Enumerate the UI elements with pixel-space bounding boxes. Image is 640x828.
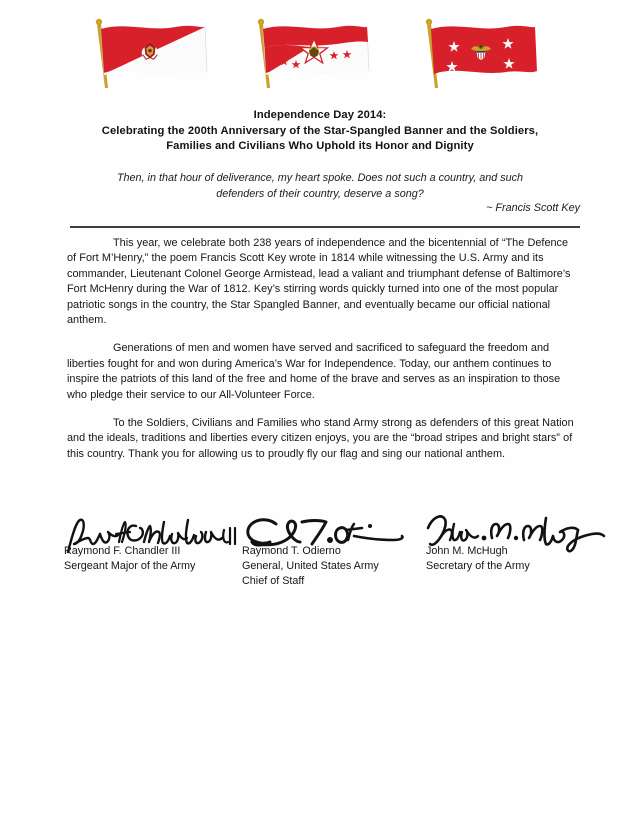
epigraph-quote bbox=[70, 170, 570, 202]
signatory-title-line-2: Chief of Staff bbox=[242, 575, 305, 588]
title-line-1: Independence Day 2014: bbox=[253, 109, 387, 121]
signatory-name: Raymond T. Odierno bbox=[242, 545, 341, 557]
flag-row bbox=[0, 12, 640, 92]
title-line-3: Families and Civilians Who Uphold its Honor and Dignity bbox=[166, 140, 474, 152]
signature-name-group-2 bbox=[242, 544, 379, 590]
body-paragraph-2: Generations of men and women have served and sacrificed to safeguard the freedom and liberties fought for and won during America’s War for Independence. Today, our anthem continues to inspire the patriots of this land of the free and home of the brave and serves as an inspiration to those who pledge their service to our All-Volunteer Force. bbox=[67, 342, 561, 401]
signature-name-group-3 bbox=[426, 544, 530, 574]
letter-body bbox=[67, 236, 579, 475]
page-title bbox=[60, 108, 580, 155]
horizontal-divider bbox=[70, 226, 580, 228]
signatory-title-line-1: Sergeant Major of the Army bbox=[64, 560, 196, 573]
signatory-title-line-1: General, United States Army bbox=[242, 560, 379, 573]
body-paragraph-3: To the Soldiers, Civilians and Families who stand Army strong as defenders of this great Nation and the ideals, traditions and liberties every citizen enjoys, you are the “broad stripes and bright stars” of this country. Thank you for allowing us to proudly fly our flag and sing our national anthem. bbox=[67, 417, 574, 460]
quote-line-1: Then, in that hour of deliverance, my heart spoke. Does not such a country, and such bbox=[116, 172, 524, 184]
secretary-of-the-army-flag-icon bbox=[418, 16, 538, 92]
quote-line-2: defenders of their country, deserve a song? bbox=[216, 188, 424, 200]
signature-block bbox=[58, 512, 598, 608]
chief-of-staff-of-the-army-flag-icon bbox=[250, 16, 370, 92]
signatory-name: John M. McHugh bbox=[426, 545, 508, 557]
body-paragraph-1: This year, we celebrate both 238 years of independence and the bicentennial of “The Defence of Fort M’Henry,” the poem Francis Scott Key wrote in 1814 while witnessing the U.S. Army and its commander, Lieutenant Colonel George Armistead, lead a valiant and triumphant defense of Baltimore’s Fort McHenry during the War of 1812. Key’s stirring words quickly turned into one of the most popular patriotic songs in the country, the Star Spangled Banner, and eventually became our official national anthem. bbox=[67, 237, 571, 327]
signatory-name: Raymond F. Chandler III bbox=[64, 545, 181, 557]
signatory-title-line-1: Secretary of the Army bbox=[426, 560, 530, 573]
quote-attribution: ~ Francis Scott Key bbox=[486, 202, 580, 214]
signature-name-group-1 bbox=[64, 544, 195, 574]
sergeant-major-of-the-army-flag-icon bbox=[88, 16, 208, 92]
title-line-2: Celebrating the 200th Anniversary of the Star-Spangled Banner and the Soldiers, bbox=[101, 124, 539, 137]
